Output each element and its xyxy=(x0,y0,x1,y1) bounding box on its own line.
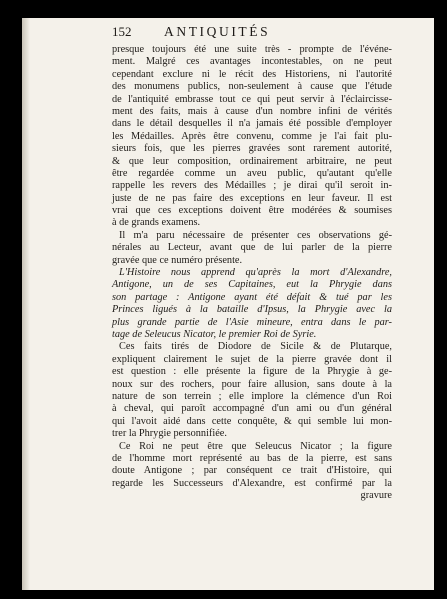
text-line: Princes ligués à la bataille d'Ipsus, la Phrygie avec la xyxy=(112,304,392,316)
text-line: Il m'a paru nécessaire de présenter ces observations gé- xyxy=(119,229,392,241)
text-line: est question : elle présente la figure de la Phrygie à ge- xyxy=(112,366,392,378)
catchword: gravure xyxy=(360,490,392,502)
text-line: presque toujours été une suite très - prompte de l'événe- xyxy=(112,44,392,55)
text-line: son partage : Antigone ayant été défait & tué par les xyxy=(112,291,392,303)
text-line: dans le détail desquelles il n'a jamais été possible d'employer xyxy=(112,118,392,130)
text-line: trer la Phrygie personnifiée. xyxy=(112,428,227,440)
text-line: à de grands examens. xyxy=(112,217,201,229)
text-line: ment. Malgré ces avantages incontestables, on ne peut xyxy=(112,56,392,68)
text-line: expliquent clairement le sujet de la pierre gravée dont il xyxy=(112,353,392,365)
text-line: Antigone, un de ses Capitaines, eut la Phrygie dans xyxy=(112,279,392,291)
text-line: à cheval, qui paroît accompagné d'un ami ou d'un général xyxy=(112,403,392,415)
text-line: gravée que ce numéro présente. xyxy=(112,254,243,266)
text-line: des monumens publics, non-seulement à cause que l'étude xyxy=(112,81,392,93)
text-line: noux sur des rochers, pour faire allusion, sans doute à la xyxy=(112,378,392,390)
page-header xyxy=(112,24,392,46)
text-line: cependant exclure ni le récit des Historiens, ni l'autorité xyxy=(112,68,392,80)
text-line: rappelle les revers des Médailles ; je dirai qu'il seroit in- xyxy=(112,180,392,192)
text-line: tage de Seleucus Nicator, le premier Roi de Syrie. xyxy=(112,328,317,340)
text-line: qui l'avoit aidé dans cette conquête, & qui semble lui mon- xyxy=(112,415,392,427)
text-line: L'Histoire nous apprend qu'après la mort d'Alexandre, xyxy=(119,267,392,279)
text-line: plus grande partie de l'Asie mineure, entra dans le par- xyxy=(112,316,392,328)
body-text xyxy=(112,44,392,502)
text-line: les Médailles. Après être convenu, comme je l'ai fait plu- xyxy=(112,130,392,142)
text-line: doute Antigone ; par conséquent ce trait d'Histoire, qui xyxy=(112,465,392,477)
text-line: sieurs fois, que les pierres gravées sont rarement autorité, xyxy=(112,143,392,155)
text-line: Ces faits tirés de Diodore de Sicile & de Plutarque, xyxy=(119,341,392,353)
text-line: vrai que ces exceptions doivent être modérées & soumises xyxy=(112,205,392,217)
text-line: regarde les Successeurs d'Alexandre, est confirmé par la xyxy=(112,477,392,489)
page-number: 152 xyxy=(112,24,132,39)
text-line: nature de son terrein ; elle implore la clémence d'un Roi xyxy=(112,390,392,402)
text-line: ment des faits, mais à cause d'un nombre infini de vérités xyxy=(112,105,392,117)
text-line: juste de ne pas faire des exceptions en leur faveur. Il est xyxy=(112,192,392,204)
text-line: nérales au Lecteur, avant que de lui parler de la pierre xyxy=(112,242,392,254)
text-line: & que leur composition, ordinairement arbitraire, ne peut xyxy=(112,155,392,167)
page-gutter-shadow xyxy=(22,18,30,590)
text-line: Ce Roi ne peut être que Seleucus Nicator ; la figure xyxy=(119,440,392,452)
running-title: ANTIQUITÉS xyxy=(164,24,271,39)
text-line: être regardée comme un aveu public, qu'autant qu'elle xyxy=(112,167,392,179)
text-line: de l'antiquité embrasse tout ce qui peut servir à l'éclaircisse- xyxy=(112,93,392,105)
text-line: de l'homme mort représenté au bas de la pierre, est sans xyxy=(112,452,392,464)
